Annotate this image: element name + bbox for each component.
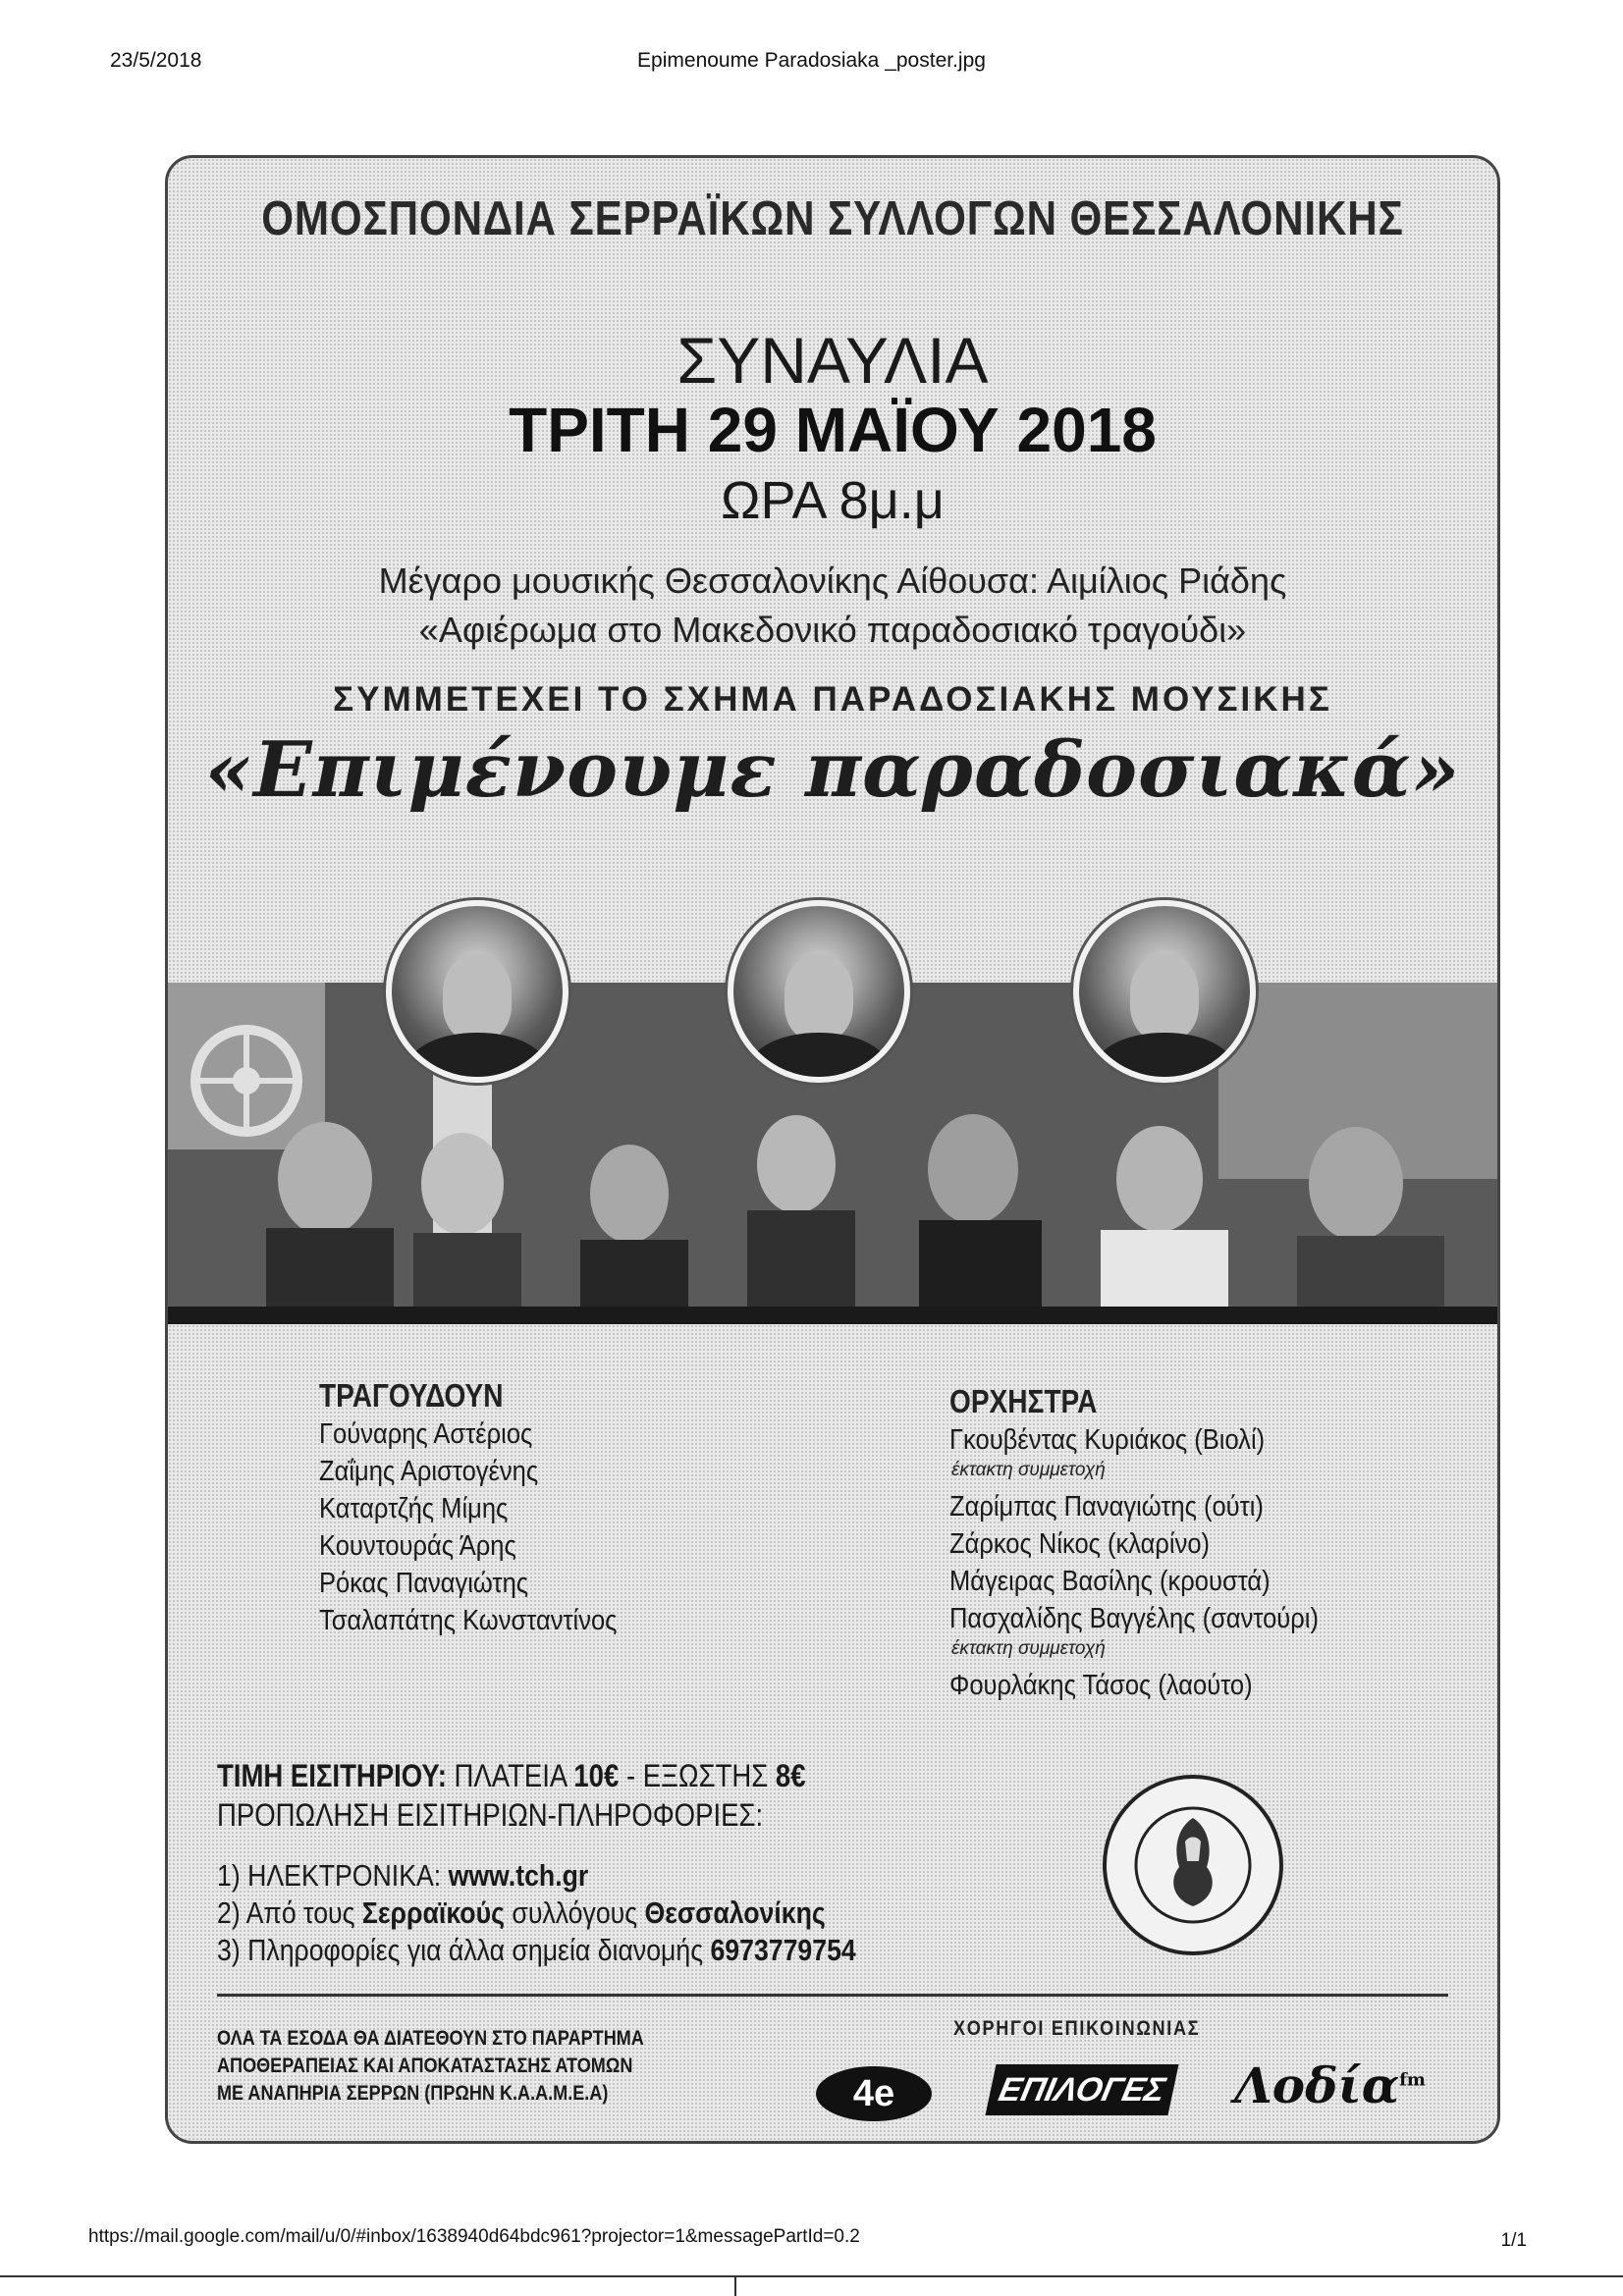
singer-portrait-3 xyxy=(1073,900,1256,1083)
presale-online xyxy=(217,1858,588,1894)
presale-clubs-mid: συλλόγους xyxy=(504,1896,645,1930)
orchestra-member: Μάγειρας Βασίλης (κρουστά) xyxy=(949,1566,1271,1597)
media-sponsors-label: ΧΟΡΗΓΟΙ ΕΠΙΚΟΙΝΩΝΙΑΣ xyxy=(953,2017,1201,2040)
price-separator: - xyxy=(619,1758,643,1793)
orchestra-member: Ζαρίμπας Παναγιώτης (ούτι) xyxy=(949,1491,1264,1522)
sponsor-logo-lodia-fm: fm xyxy=(1399,2069,1426,2091)
presale-online-prefix: 1) ΗΛΕΚΤΡΟΝΙΚΑ: xyxy=(217,1858,449,1893)
orchestra-member: Φουρλάκης Τάσος (λαούτο) xyxy=(949,1670,1253,1701)
presale-info-label: ΠΡΟΠΩΛΗΣΗ ΕΙΣΙΤΗΡΙΩΝ-ΠΛΗΡΟΦΟΡΙΕΣ: xyxy=(217,1797,764,1833)
print-page-number: 1/1 xyxy=(1500,2230,1527,2251)
sponsor-logo-epiloges: ΕΠΙΛΟΓΕΣ xyxy=(985,2064,1178,2115)
ensemble-label: ΣΥΜΜΕΤΕΧΕΙ ΤΟ ΣΧΗΜΑ ΠΑΡΑΔΟΣΙΑΚΗΣ ΜΟΥΣΙΚΗΣ xyxy=(333,680,1332,719)
event-date: ΤΡΙΤΗ 29 ΜΑΪΟΥ 2018 xyxy=(509,395,1157,465)
proceeds-line-1: ΟΛΑ ΤΑ ΕΣΟΔΑ ΘΑ ΔΙΑΤΕΘΟΥΝ ΣΤΟ ΠΑΡΑΡΤΗΜΑ xyxy=(217,2027,644,2050)
singer-name: Τσαλαπάτης Κωνσταντίνος xyxy=(319,1605,618,1636)
orchestra-member: Πασχαλίδης Βαγγέλης (σαντούρι) xyxy=(949,1603,1319,1634)
presale-clubs-word1: Σερραϊκούς xyxy=(361,1896,505,1930)
ensemble-name: «Επιμένουμε παραδοσιακά» xyxy=(204,725,1461,815)
singer-name: Γούναρης Αστέριος xyxy=(319,1418,533,1450)
sponsor-logo-lodia-text: Λοδία xyxy=(1234,2056,1400,2114)
orchestra-title: ΟΡΧΗΣΤΡΑ xyxy=(949,1383,1098,1419)
presale-clubs xyxy=(217,1896,826,1931)
singer-name: Ζαΐμης Αριστογένης xyxy=(319,1456,539,1487)
singer-portrait-1 xyxy=(386,900,568,1083)
presale-clubs-word2: Θεσσαλονίκης xyxy=(644,1896,826,1930)
singer-name: Ρόκας Παναγιώτης xyxy=(319,1568,529,1599)
presale-clubs-prefix: 2) Από τους xyxy=(217,1896,362,1930)
balcony-label: ΕΞΩΣΤΗΣ xyxy=(642,1758,769,1793)
orchestra-member-note: έκτακτη συμμετοχή xyxy=(951,1460,1106,1480)
print-footer-url: https://mail.google.com/mail/u/0/#inbox/1638940d64bdc961?projector=1&messagePartId=0.2 xyxy=(88,2226,860,2247)
page-cut-line xyxy=(0,2275,1623,2277)
page-cut-tick xyxy=(734,2275,736,2296)
proceeds-line-3: ΜΕ ΑΝΑΠΗΡΙΑ ΣΕΡΡΩΝ (ΠΡΩΗΝ Κ.Α.Α.Μ.Ε.Α) xyxy=(217,2082,609,2105)
sponsor-logo-4e: 4e xyxy=(816,2066,932,2121)
balcony-price: 8€ xyxy=(775,1758,806,1793)
sponsor-logo-lodia xyxy=(1234,2056,1426,2114)
event-time: ΩΡΑ 8μ.μ xyxy=(721,471,945,530)
orchestra-member-note: έκτακτη συμμετοχή xyxy=(951,1638,1106,1659)
event-dedication: «Αφιέρωμα στο Μακεδονικό παραδοσιακό τραγούδι» xyxy=(418,610,1247,650)
concert-poster xyxy=(165,155,1500,2144)
federation-seal-logo xyxy=(1101,1773,1285,1957)
singer-portrait-2 xyxy=(728,900,910,1083)
organization-title: ΟΜΟΣΠΟΝΔΙΑ ΣΕΡΡΑΪΚΩΝ ΣΥΛΛΟΓΩΝ ΘΕΣΣΑΛΟΝΙΚΗΣ xyxy=(261,192,1404,245)
orchestra-member: Ζάρκος Νίκος (κλαρίνο) xyxy=(949,1528,1211,1560)
ticket-website-link: www.tch.gr xyxy=(448,1858,589,1893)
stalls-label: ΠΛΑΤΕΙΑ xyxy=(454,1758,567,1793)
event-venue: Μέγαρο μουσικής Θεσσαλονίκης Αίθουσα: Αιμίλιος Ριάδης xyxy=(378,561,1287,601)
presale-other xyxy=(217,1933,856,1968)
presale-phone: 6973779754 xyxy=(710,1933,856,1967)
singers-title: ΤΡΑΓΟΥΔΟΥΝ xyxy=(319,1377,504,1414)
print-date: 23/5/2018 xyxy=(110,49,202,72)
ticket-prices xyxy=(217,1758,806,1794)
ticket-price-label: ΤΙΜΗ ΕΙΣΙΤΗΡΙΟΥ: xyxy=(217,1758,447,1793)
stalls-price: 10€ xyxy=(573,1758,620,1793)
singer-name: Καταρτζής Μίμης xyxy=(319,1493,509,1524)
orchestra-member: Γκουβέντας Κυριάκος (Βιολί) xyxy=(949,1424,1266,1456)
singer-name: Κουντουράς Άρης xyxy=(319,1530,516,1562)
footer-divider xyxy=(217,1994,1448,1997)
event-type: ΣΥΝΑΥΛΙΑ xyxy=(676,324,989,397)
print-file-name: Epimenoume Paradosiaka _poster.jpg xyxy=(637,49,986,72)
presale-other-prefix: 3) Πληροφορίες για άλλα σημεία διανομής xyxy=(217,1933,711,1967)
proceeds-line-2: ΑΠΟΘΕΡΑΠΕΙΑΣ ΚΑΙ ΑΠΟΚΑΤΑΣΤΑΣΗΣ ΑΤΟΜΩΝ xyxy=(217,2055,633,2077)
